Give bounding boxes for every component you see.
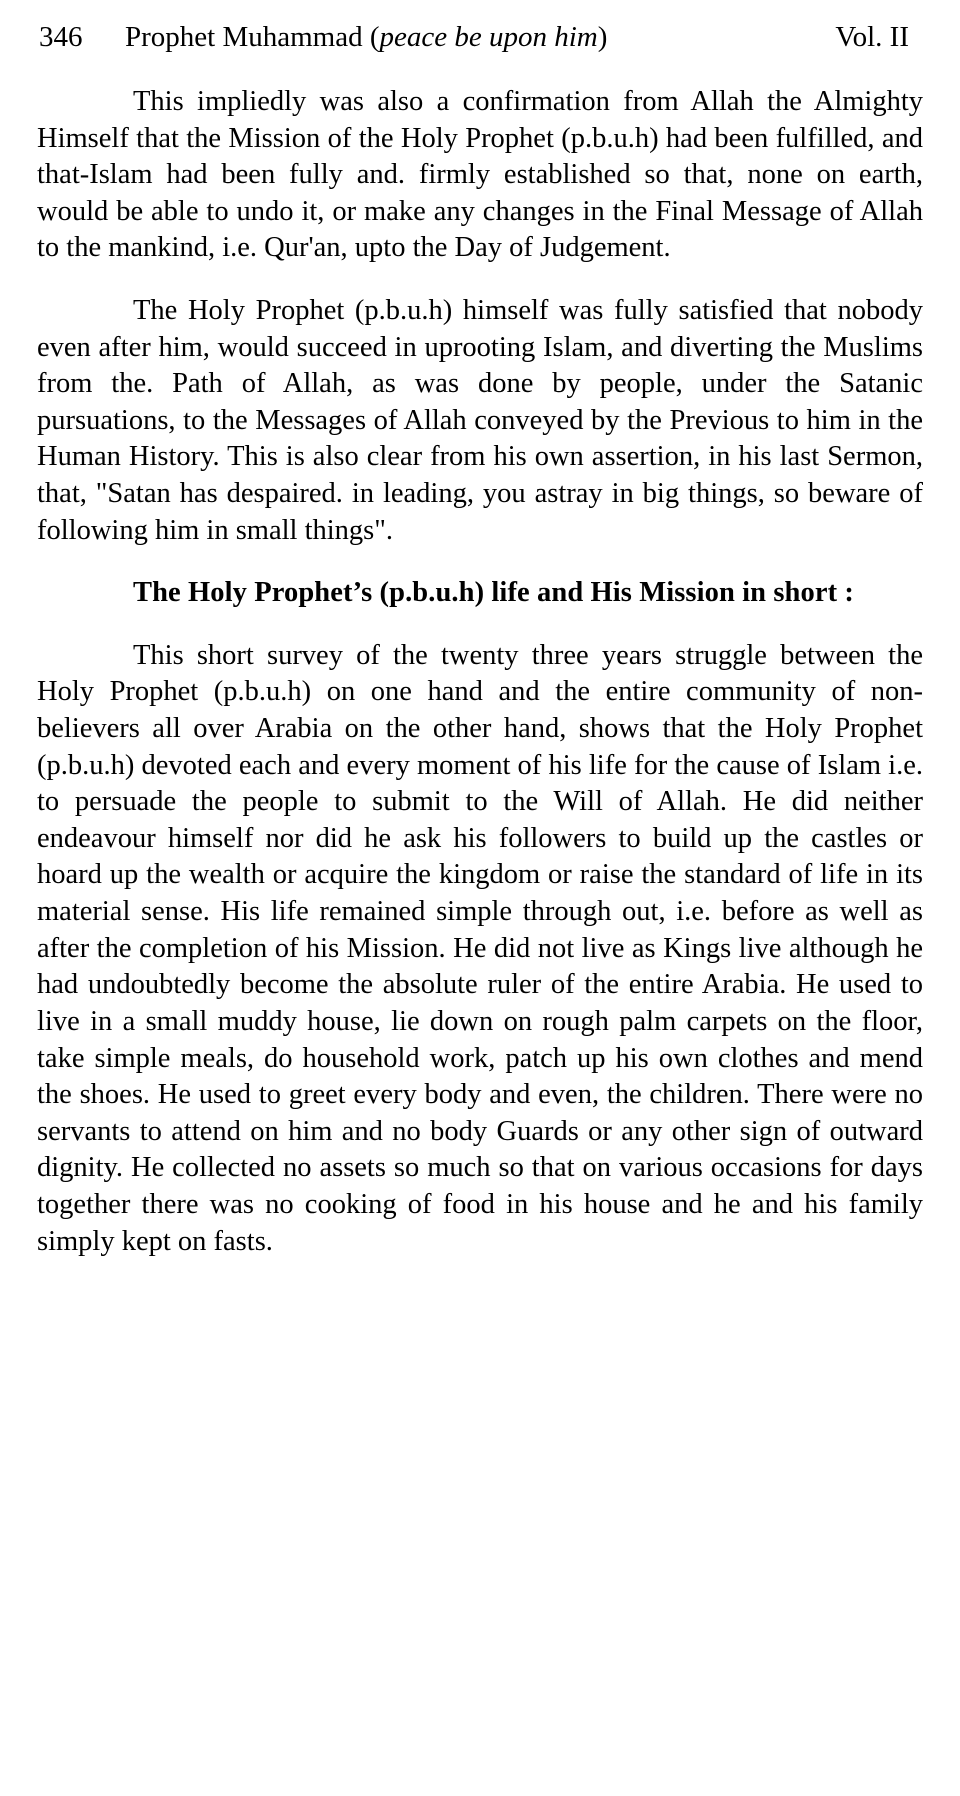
running-title (125, 22, 835, 54)
paragraph: This impliedly was also a confirmation from Allah the Almighty Himself that the Mission of the Holy Prophet (p.b.u.h) had been fulfilled, and that-Islam had been fully and. firmly established so that, none on earth, would be able to undo it, or make any changes in the Final Message of Allah to the mankind, i.e. Qur'an, upto the Day of Judgement. (37, 85, 923, 264)
page-number: 346 (39, 21, 83, 53)
running-title-italic: peace be upon him (379, 21, 598, 53)
running-title-plain: Prophet Muhammad ( (125, 21, 380, 53)
page-header (33, 22, 927, 54)
volume-label: Vol. II (835, 21, 909, 53)
paragraph: This short survey of the twenty three years struggle between the Holy Prophet (p.b.u.h) on one hand and the entire community of non-believers all over Arabia on the other hand, shows that the Holy Prophet (p.b.u.h) devoted each and every moment of his life for the cause of Islam i.e. to persuade the people to submit to the Will of Allah. He did neither endeavour himself nor did he ask his followers to build up the castles or hoard up the wealth or acquire the kingdom or raise the standard of life in its material sense. His life remained simple through out, i.e. before as well as after the completion of his Mission. He did not live as Kings live although he had undoubtedly become the absolute ruler of the entire Arabia. He used to live in a small muddy house, lie down on rough palm carpets on the floor, take simple meals, do household work, patch up his own clothes and mend the shoes. He used to greet every body and even, the children. There were no servants to attend on him and no body Guards or any other sign of outward dignity. He collected no assets so much so that on various occasions for days together there was no cooking of food in his house and he and his family simply kept on fasts. (37, 639, 923, 1257)
page-body (33, 84, 927, 1260)
running-title-close: ) (597, 21, 608, 53)
section-heading: The Holy Prophet’s (p.b.u.h) life and His Mission in short : (133, 577, 854, 609)
paragraph: The Holy Prophet (p.b.u.h) himself was fully satisfied that nobody even after him, would succeed in uprooting Islam, and diverting the Muslims from the. Path of Allah, as was done by people, under the Satanic pursuations, to the Messages of Allah conveyed by the Previous to him in the Human History. This is also clear from his own assertion, in his last Sermon, that, "Satan has despaired. in leading, you astray in big things, so beware of following him in small things". (37, 294, 923, 546)
